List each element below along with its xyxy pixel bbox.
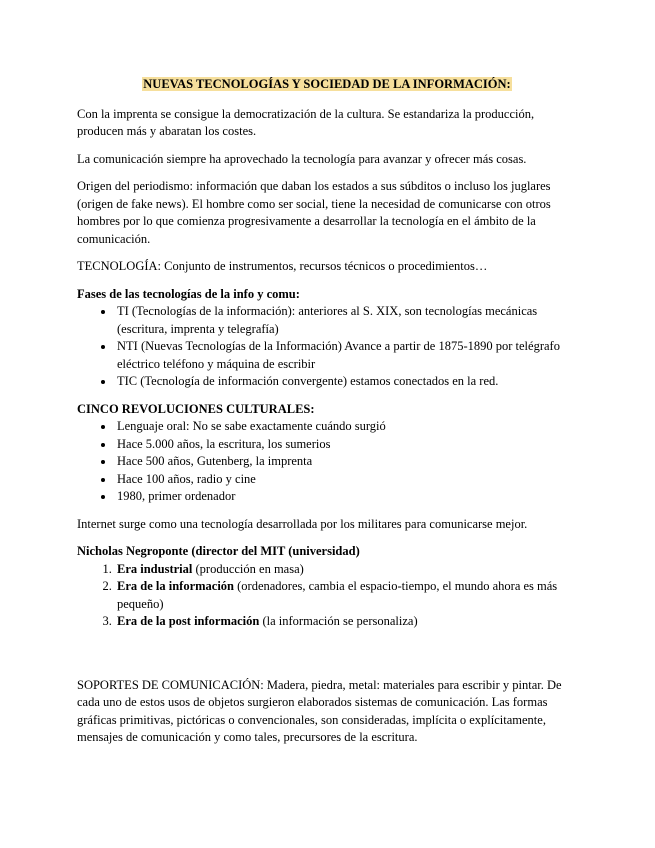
list-item: • TIC (Tecnología de información convergente) estamos conectados en la red. [115,373,577,391]
era-description: (ordenadores, cambia el espacio-tiempo, el mundo ahora es más pequeño) [117,579,558,611]
revoluciones-list [77,418,577,506]
list-item: • Hace 100 años, radio y cine [115,471,577,489]
revoluciones-heading: CINCO REVOLUCIONES CULTURALES: [77,401,315,416]
document-title-text: NUEVAS TECNOLOGÍAS Y SOCIEDAD DE LA INFORMACIÓN: [143,77,511,91]
paragraph-soportes: SOPORTES DE COMUNICACIÓN: Madera, piedra, metal: materiales para escribir y pintar. De cada uno de estos usos de objetos surgieron elaborados sistemas de comunicación. Las formas gráficas primitivas, pictóricas o convencionales, son consideradas, implícita o explícitamente, mensajes de comunicación y como tales, precursores de la escritura. [77,677,562,744]
blank-space [77,641,577,677]
document-title [77,76,577,94]
paragraph-comunicacion: La comunicación siempre ha aprovechado la tecnología para avanzar y ofrecer más cosas. [77,151,527,166]
list-item: • NTI (Nuevas Tecnologías de la Información) Avance a partir de 1875-1890 por telégrafo eléctrico teléfono y máquina de escribir [115,338,577,373]
negroponte-heading: Nicholas Negroponte (director del MIT (universidad) [77,544,360,558]
era-description: (la información se personaliza) [259,614,418,628]
era-title: Era industrial [117,561,193,576]
era-description: (producción en masa) [192,561,304,576]
list-item [115,578,577,613]
fases-heading: Fases de las tecnologías de la info y comu: [77,286,300,301]
list-item: • Hace 500 años, Gutenberg, la imprenta [115,453,577,471]
list-item: • Hace 5.000 años, la escritura, los sumerios [115,436,577,454]
paragraph-periodismo: Origen del periodismo: información que daban los estados a sus súbditos o incluso los juglares (origen de fake news). El hombre como ser social, tiene la necesidad de comunicarse con otros hombres por lo que comienza progresivamente a desarrollar la tecnología en el ámbito de la comunicación. [77,179,551,246]
paragraph-imprenta: Con la imprenta se consigue la democratización de la cultura. Se estandariza la producción, producen más y abaratan los costes. [77,106,535,138]
list-item: • Lenguaje oral: No se sabe exactamente cuándo surgió [115,418,577,436]
paragraph-internet: Internet surge como una tecnología desarrollada por los militares para comunicarse mejor. [77,516,528,531]
list-item [115,613,577,631]
list-item [115,561,577,579]
paragraph-tecnologia: TECNOLOGÍA: Conjunto de instrumentos, recursos técnicos o procedimientos… [77,259,488,273]
fases-list [77,303,577,391]
document-page [77,76,577,757]
era-title: Era de la información [117,579,235,593]
list-item: • 1980, primer ordenador [115,488,577,506]
era-title: Era de la post información [117,614,260,628]
list-item: • TI (Tecnologías de la información): anteriores al S. XIX, son tecnologías mecánicas (escritura, imprenta y telegrafía) [115,303,577,338]
negroponte-list [77,561,577,631]
